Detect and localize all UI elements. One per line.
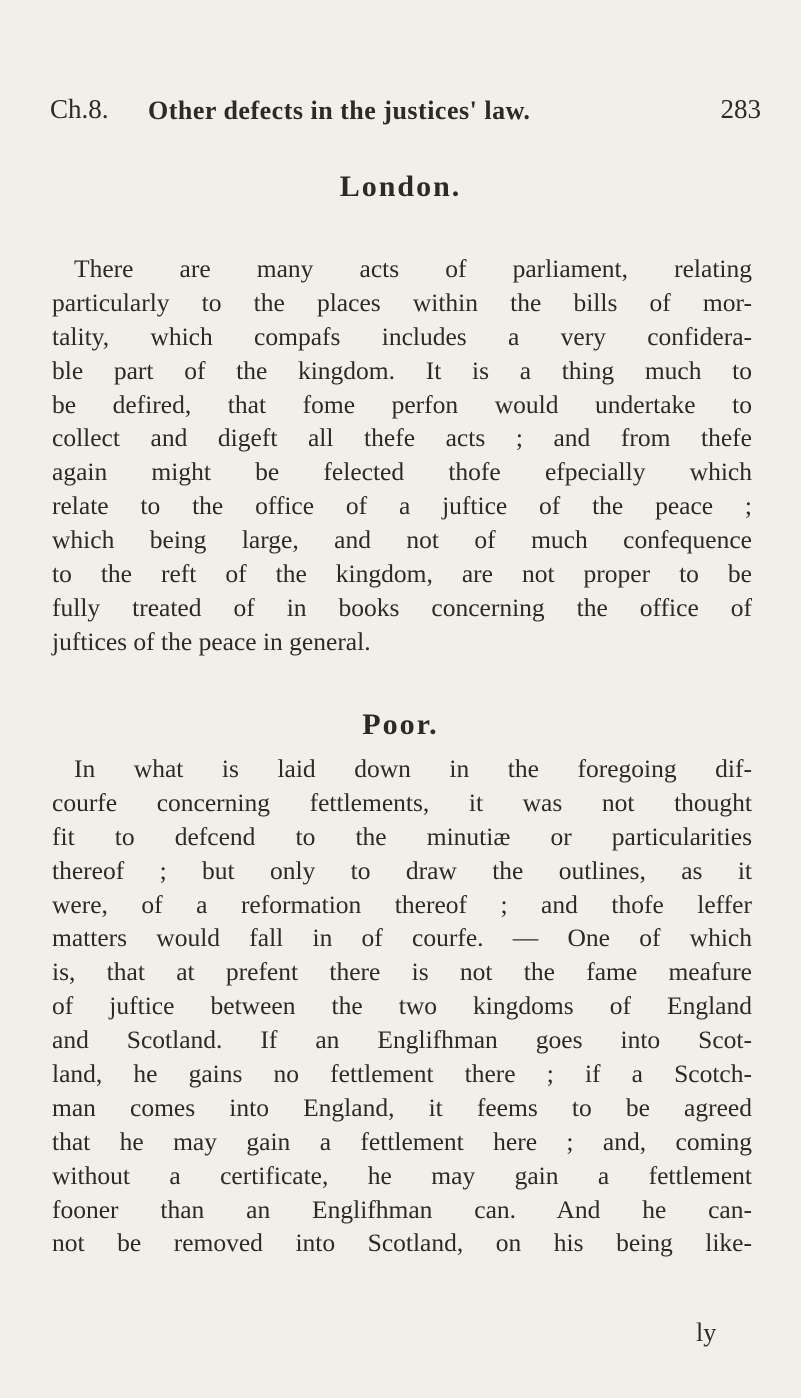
text-line: not be removed into Scotland, on his being like- xyxy=(52,1228,752,1258)
text-line: man comes into England, it feems to be agreed xyxy=(52,1092,752,1122)
paragraph-poor xyxy=(52,752,752,1260)
text-line: particularly to the places within the bills of mor- xyxy=(52,287,752,317)
running-title: Other defects in the justices' law. xyxy=(148,96,531,125)
running-head xyxy=(50,94,761,134)
text-line: without a certificate, he may gain a fettlement xyxy=(52,1160,752,1190)
text-line: land, he gains no fettlement there ; if a Scotch- xyxy=(52,1059,752,1089)
section-heading-poor: Poor. xyxy=(362,708,439,741)
text-line: In what is laid down in the foregoing dif- xyxy=(74,754,752,783)
page-number: 283 xyxy=(720,94,761,124)
paragraph-london xyxy=(52,252,752,659)
text-line: matters would fall in of courfe. — One of which xyxy=(52,923,752,953)
chapter-label: Ch.8. xyxy=(50,94,109,124)
catchword: ly xyxy=(696,1318,717,1347)
text-line: There are many acts of parliament, relating xyxy=(74,254,752,283)
text-line: be defired, that fome perfon would undertake to xyxy=(52,389,752,419)
text-line: thereof ; but only to draw the outlines, as it xyxy=(52,855,752,885)
text-line: courfe concerning fettlements, it was not thought xyxy=(52,787,752,817)
text-line: fully treated of in books concerning the office of xyxy=(52,592,752,622)
text-line: to the reft of the kingdom, are not proper to be xyxy=(52,559,752,589)
text-line: again might be felected thofe efpecially which xyxy=(52,457,752,487)
text-line: is, that at prefent there is not the fame meafure xyxy=(52,957,752,987)
text-line: fit to defcend to the minutiæ or particularities xyxy=(52,821,752,851)
text-line: and Scotland. If an Englifhman goes into Scot- xyxy=(52,1025,752,1055)
text-line: were, of a reformation thereof ; and thofe leffer xyxy=(52,889,752,919)
text-line: relate to the office of a juftice of the peace ; xyxy=(52,491,752,521)
text-line: of juftice between the two kingdoms of England xyxy=(52,991,752,1021)
section-heading-london: London. xyxy=(339,170,462,203)
text-line: that he may gain a fettlement here ; and, coming xyxy=(52,1126,752,1156)
text-line: juftices of the peace in general. xyxy=(52,626,371,656)
text-line: collect and digeft all thefe acts ; and from thefe xyxy=(52,423,752,453)
text-line: ble part of the kingdom. It is a thing much to xyxy=(52,355,752,385)
text-line: which being large, and not of much confequence xyxy=(52,525,752,555)
text-line: tality, which compafs includes a very confidera- xyxy=(52,321,752,351)
text-line: fooner than an Englifhman can. And he can- xyxy=(52,1194,752,1224)
